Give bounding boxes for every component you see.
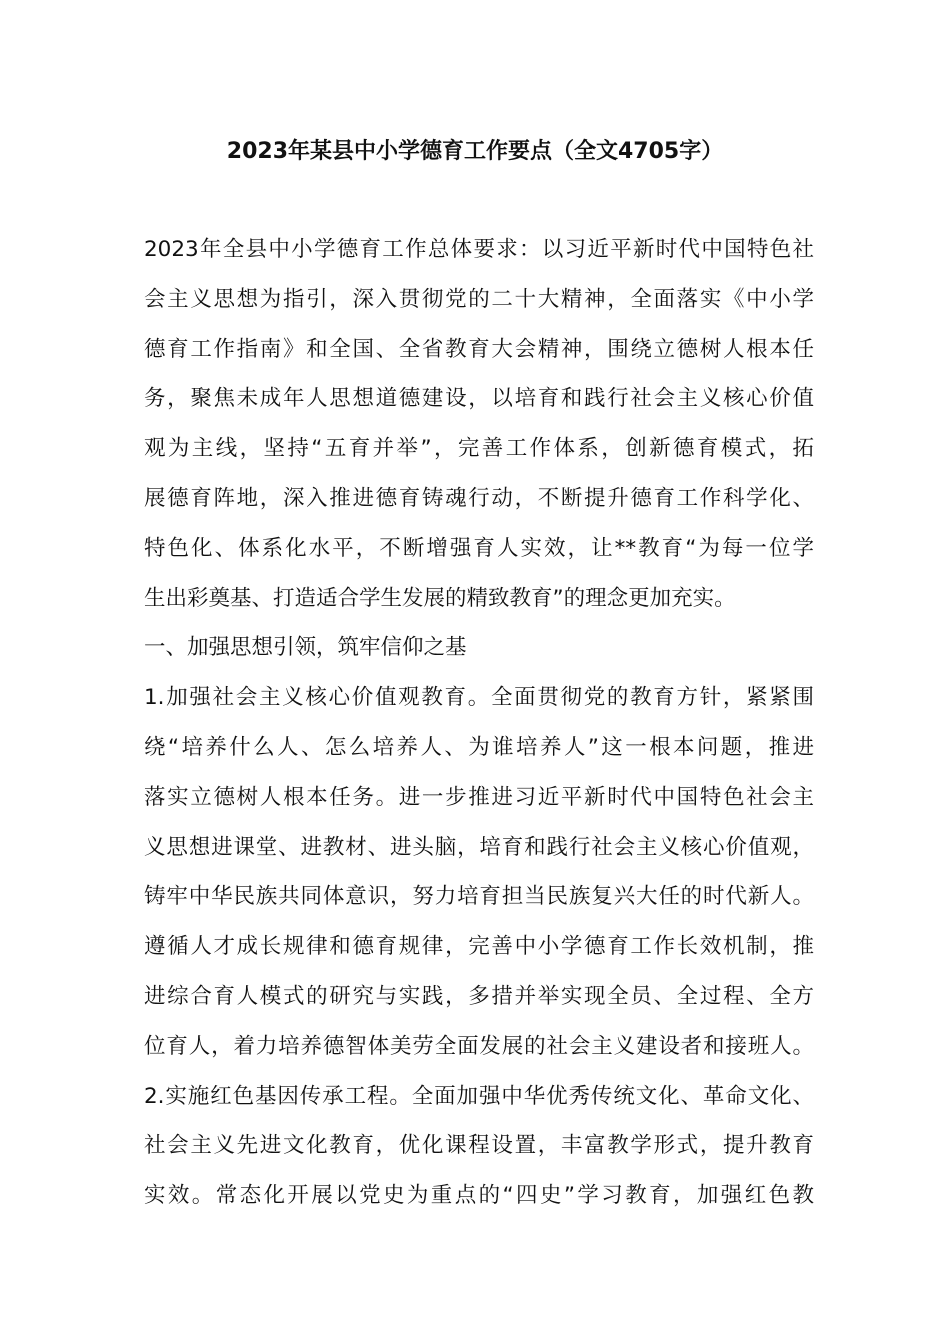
document-body <box>144 225 814 1221</box>
text-line: 务，聚焦未成年人思想道德建设，以培育和践行社会主义核心价值 <box>144 386 814 412</box>
text-line: 位育人，着力培养德智体美劳全面发展的社会主义建设者和接班人。 <box>144 1033 814 1059</box>
text-line: 义思想进课堂、进教材、进头脑，培育和践行社会主义核心价值观， <box>144 834 814 860</box>
text-line: 生出彩奠基、打造适合学生发展的精致教育”的理念更加充实。 <box>144 585 736 611</box>
text-line: 德育工作指南》和全国、全省教育大会精神，围绕立德树人根本任 <box>144 336 814 362</box>
text-line: 会主义思想为指引，深入贯彻党的二十大精神，全面落实《中小学 <box>144 286 814 312</box>
text-line: 一、加强思想引领，筑牢信仰之基 <box>144 635 467 661</box>
text-line: 2.实施红色基因传承工程。全面加强中华优秀传统文化、革命文化、 <box>144 1083 814 1109</box>
text-line: 社会主义先进文化教育，优化课程设置，丰富教学形式，提升教育 <box>144 1133 814 1159</box>
text-line: 展德育阵地，深入推进德育铸魂行动，不断提升德育工作科学化、 <box>144 485 814 511</box>
text-line: 1.加强社会主义核心价值观教育。全面贯彻党的教育方针，紧紧围 <box>144 685 814 711</box>
document-title: 2023年某县中小学德育工作要点（全文4705字） <box>226 139 724 164</box>
text-line: 绕“培养什么人、怎么培养人、为谁培养人”这一根本问题，推进 <box>144 734 814 760</box>
text-line: 落实立德树人根本任务。进一步推进习近平新时代中国特色社会主 <box>144 784 814 810</box>
text-line: 2023年全县中小学德育工作总体要求：以习近平新时代中国特色社 <box>144 237 814 262</box>
text-line: 遵循人才成长规律和德育规律，完善中小学德育工作长效机制，推 <box>144 934 814 960</box>
text-line: 观为主线，坚持“五育并举”，完善工作体系，创新德育模式，拓 <box>144 436 814 462</box>
text-line: 实效。常态化开展以党史为重点的“四史”学习教育，加强红色教 <box>144 1183 814 1209</box>
text-line: 特色化、体系化水平，不断增强育人实效，让**教育“为每一位学 <box>144 535 814 561</box>
text-line: 铸牢中华民族共同体意识，努力培育担当民族复兴大任的时代新人。 <box>144 884 814 910</box>
text-line: 进综合育人模式的研究与实践，多措并举实现全员、全过程、全方 <box>144 983 814 1009</box>
